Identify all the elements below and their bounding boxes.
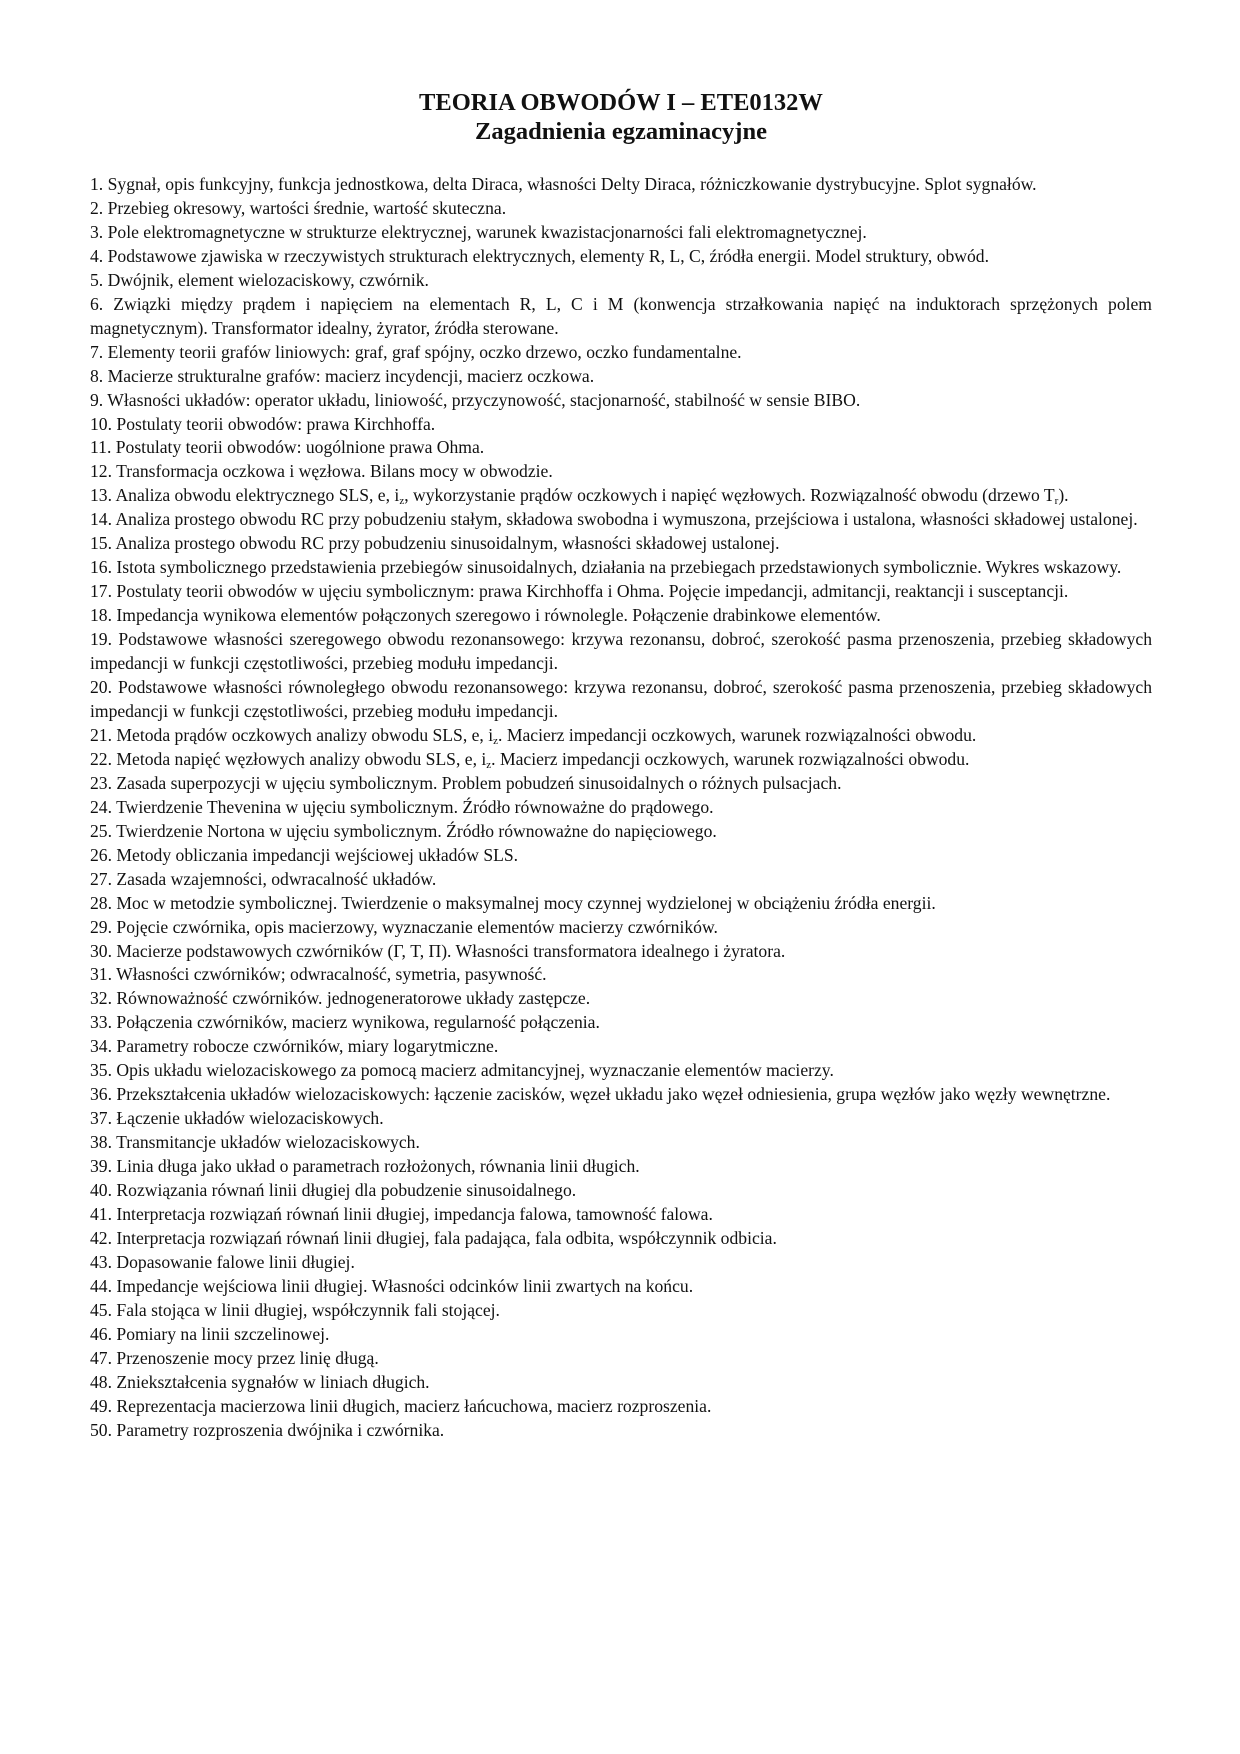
topic-text: Przenoszenie mocy przez linię długą. <box>116 1347 379 1368</box>
topic-number: 36. <box>90 1084 112 1105</box>
topic-number: 46. <box>90 1323 112 1344</box>
topic-number: 17. <box>90 581 112 602</box>
topic-item <box>90 460 1152 484</box>
topic-number: 24. <box>90 796 112 817</box>
topic-item <box>90 1371 1152 1395</box>
topic-item <box>90 1179 1152 1203</box>
topic-text: Rozwiązania równań linii długiej dla pobudzenie sinusoidalnego. <box>116 1180 577 1201</box>
topic-number: 16. <box>90 557 112 578</box>
topic-item <box>90 1323 1152 1347</box>
topic-number: 5. <box>90 269 104 290</box>
topic-item <box>90 293 1152 341</box>
page-title: TEORIA OBWODÓW I – ETE0132W <box>419 89 823 116</box>
topic-number: 22. <box>90 748 112 769</box>
topic-number: 2. <box>90 197 104 218</box>
topic-item <box>90 748 1152 772</box>
topic-number: 32. <box>90 988 112 1009</box>
document-page <box>90 88 1152 1443</box>
topic-item <box>90 269 1152 293</box>
topic-text: Sygnał, opis funkcyjny, funkcja jednostkowa, delta Diraca, własności Delty Diraca, różniczkowanie dystrybucyjne. Splot sygnałów. <box>107 174 1037 194</box>
topic-text: Zniekształcenia sygnałów w liniach długich. <box>116 1371 430 1392</box>
topic-text: Twierdzenie Nortona w ujęciu symbolicznym. Źródło równoważne do napięciowego. <box>116 820 717 841</box>
topic-number: 10. <box>90 413 112 434</box>
topic-item <box>90 724 1152 748</box>
topic-subscript: r <box>1054 495 1059 508</box>
topic-number: 1. <box>90 174 104 194</box>
topic-text: . Macierz impedancji oczkowych, warunek rozwiązalności obwodu. <box>498 724 977 745</box>
topic-number: 33. <box>90 1012 112 1033</box>
topic-number: 11. <box>90 437 112 458</box>
page-subtitle: Zagadnienia egzaminacyjne <box>475 118 767 145</box>
topic-text: Analiza prostego obwodu RC przy pobudzeniu stałym, składowa swobodna i wymuszona, przejściowa i ustalona, własności składowej ustalonej. <box>115 509 1138 530</box>
topic-number: 45. <box>90 1299 112 1320</box>
topic-text: Transmitancje układów wielozaciskowych. <box>116 1132 420 1153</box>
topic-number: 7. <box>90 341 104 362</box>
topic-text: Parametry rozproszenia dwójnika i czwórnika. <box>116 1419 445 1440</box>
topic-item <box>90 532 1152 556</box>
topic-number: 43. <box>90 1251 112 1272</box>
topic-text: Własności czwórników; odwracalność, symetria, pasywność. <box>116 964 547 985</box>
topic-number: 34. <box>90 1036 112 1057</box>
topic-number: 12. <box>90 461 112 482</box>
topic-item <box>90 628 1152 676</box>
topic-text: Moc w metodzie symbolicznej. Twierdzenie o maksymalnej mocy czynnej wydzielonej w obciążeniu źródła energii. <box>116 892 936 913</box>
topic-text: Zasada superpozycji w ujęciu symbolicznym. Problem pobudzeń sinusoidalnych o różnych pulsacjach. <box>116 772 842 793</box>
topic-item <box>90 772 1152 796</box>
topic-text: Analiza obwodu elektrycznego SLS, e, i <box>115 485 400 506</box>
topic-number: 28. <box>90 892 112 913</box>
topic-item <box>90 1131 1152 1155</box>
topic-item <box>90 556 1152 580</box>
topic-text: Przekształcenia układów wielozaciskowych: łączenie zacisków, węzeł układu jako węzeł odniesienia, grupa węzłów jako węzły wewnętrzne. <box>116 1084 1111 1105</box>
topic-item <box>90 987 1152 1011</box>
topic-item <box>90 508 1152 532</box>
topic-item <box>90 484 1152 508</box>
topic-text: Podstawowe własności szeregowego obwodu rezonansowego: krzywa rezonansu, dobroć, szerokość pasma przenoszenia, przebieg składowych impedancji w funkcji częstotliwości, przebieg modułu impedancji. <box>90 629 1152 674</box>
topic-text: Dopasowanie falowe linii długiej. <box>116 1251 355 1272</box>
topic-number: 37. <box>90 1108 112 1129</box>
topic-item <box>90 365 1152 389</box>
topic-number: 30. <box>90 940 112 961</box>
topic-text: Połączenia czwórników, macierz wynikowa, regularność połączenia. <box>116 1012 600 1033</box>
topic-text: Pomiary na linii szczelinowej. <box>116 1323 330 1344</box>
topic-item <box>90 1035 1152 1059</box>
topic-text: Przebieg okresowy, wartości średnie, wartość skuteczna. <box>107 197 507 218</box>
topic-number: 6. <box>90 293 104 314</box>
topic-number: 31. <box>90 964 112 985</box>
topic-number: 49. <box>90 1395 112 1416</box>
topic-text: Istota symbolicznego przedstawienia przebiegów sinusoidalnych, działania na przebiegach przedstawionych symbolicznie. Wykres wskazowy. <box>116 557 1122 578</box>
topic-text: Metoda napięć węzłowych analizy obwodu SLS, e, i <box>116 748 487 769</box>
topic-item <box>90 389 1152 413</box>
topic-text: . Macierz impedancji oczkowych, warunek rozwiązalności obwodu. <box>491 748 970 769</box>
topic-number: 38. <box>90 1132 112 1153</box>
topic-number: 26. <box>90 844 112 865</box>
topic-item <box>90 436 1152 460</box>
topic-subscript: z <box>493 734 499 747</box>
topic-item <box>90 1251 1152 1275</box>
topic-text: Równoważność czwórników. jednogeneratorowe układy zastępcze. <box>116 988 591 1009</box>
topic-text: Impedancja wynikowa elementów połączonych szeregowo i równolegle. Połączenie drabinkowe elementów. <box>116 605 881 626</box>
topic-text: ). <box>1058 485 1069 506</box>
topic-number: 47. <box>90 1347 112 1368</box>
exam-topics-list <box>90 173 1152 1443</box>
topic-item <box>90 963 1152 987</box>
topic-text: Metoda prądów oczkowych analizy obwodu SLS, e, i <box>116 724 494 745</box>
topic-text: Postulaty teorii obwodów: prawa Kirchhoffa. <box>116 413 436 434</box>
topic-text: Impedancje wejściowa linii długiej. Własności odcinków linii zwartych na końcu. <box>116 1275 694 1296</box>
topic-item <box>90 245 1152 269</box>
topic-text: Analiza prostego obwodu RC przy pobudzeniu sinusoidalnym, własności składowej ustalonej. <box>115 533 780 554</box>
topic-item <box>90 940 1152 964</box>
topic-text: Postulaty teorii obwodów w ujęciu symbolicznym: prawa Kirchhoffa i Ohma. Pojęcie impedancji, admitancji, reaktancji i susceptancji. <box>116 581 1069 602</box>
topic-item <box>90 1059 1152 1083</box>
topic-text: Opis układu wielozaciskowego za pomocą macierz admitancyjnej, wyznaczanie elementów macierzy. <box>116 1060 834 1081</box>
topic-text: Interpretacja rozwiązań równań linii długiej, fala padająca, fala odbita, współczynnik odbicia. <box>116 1227 777 1248</box>
topic-item <box>90 916 1152 940</box>
topic-number: 41. <box>90 1203 112 1224</box>
topic-item <box>90 892 1152 916</box>
topic-number: 3. <box>90 221 104 242</box>
topic-text: Reprezentacja macierzowa linii długich, macierz łańcuchowa, macierz rozproszenia. <box>116 1395 712 1416</box>
topic-text: Linia długa jako układ o parametrach rozłożonych, równania linii długich. <box>116 1156 640 1177</box>
topic-text: Pojęcie czwórnika, opis macierzowy, wyznaczanie elementów macierzy czwórników. <box>116 916 718 937</box>
topic-number: 48. <box>90 1371 112 1392</box>
topic-item <box>90 1275 1152 1299</box>
topic-number: 29. <box>90 916 112 937</box>
topic-number: 15. <box>90 533 112 554</box>
topic-text: Pole elektromagnetyczne w strukturze elektrycznej, warunek kwazistacjonarności fali elektromagnetycznej. <box>107 221 867 242</box>
topic-number: 21. <box>90 724 112 745</box>
topic-number: 8. <box>90 365 104 386</box>
topic-item <box>90 820 1152 844</box>
topic-text: Zasada wzajemności, odwracalność układów. <box>116 868 437 889</box>
topic-subscript: z <box>486 758 492 771</box>
topic-number: 18. <box>90 605 112 626</box>
topic-subscript: z <box>399 495 405 508</box>
topic-text: Transformacja oczkowa i węzłowa. Bilans mocy w obwodzie. <box>116 461 553 482</box>
topic-item <box>90 1011 1152 1035</box>
topic-item <box>90 1395 1152 1419</box>
topic-number: 20. <box>90 677 112 698</box>
topic-text: Podstawowe własności równoległego obwodu rezonansowego: krzywa rezonansu, dobroć, szerokość pasma przenoszenia, przebieg składowych impedancji w funkcji częstotliwości, przebieg modułu impedancji. <box>90 677 1152 721</box>
topic-item <box>90 1419 1152 1443</box>
topic-item <box>90 1083 1152 1107</box>
topic-number: 25. <box>90 820 112 841</box>
topic-item <box>90 1299 1152 1323</box>
topic-item <box>90 1155 1152 1179</box>
topic-number: 50. <box>90 1419 112 1440</box>
topic-number: 35. <box>90 1060 112 1081</box>
topic-item <box>90 796 1152 820</box>
topic-item <box>90 1347 1152 1371</box>
topic-text: Postulaty teorii obwodów: uogólnione prawa Ohma. <box>115 437 485 458</box>
topic-number: 42. <box>90 1227 112 1248</box>
topic-item <box>90 1227 1152 1251</box>
topic-text: Macierze strukturalne grafów: macierz incydencji, macierz oczkowa. <box>107 365 595 386</box>
topic-text: Elementy teorii grafów liniowych: graf, graf spójny, oczko drzewo, oczko fundamentalne. <box>107 341 742 362</box>
topic-text: Metody obliczania impedancji wejściowej układów SLS. <box>116 844 519 865</box>
topic-text: Fala stojąca w linii długiej, współczynnik fali stojącej. <box>116 1299 500 1320</box>
topic-item <box>90 844 1152 868</box>
topic-number: 40. <box>90 1180 112 1201</box>
topic-text: Macierze podstawowych czwórników (Γ, T, Π). Własności transformatora idealnego i żyratora. <box>116 940 786 961</box>
topic-text: Własności układów: operator układu, liniowość, przyczynowość, stacjonarność, stabilność w sensie BIBO. <box>107 389 861 410</box>
topic-item <box>90 604 1152 628</box>
topic-number: 9. <box>90 389 104 410</box>
topic-number: 23. <box>90 772 112 793</box>
topic-number: 14. <box>90 509 112 530</box>
topic-number: 27. <box>90 868 112 889</box>
topic-number: 19. <box>90 629 112 650</box>
topic-item <box>90 868 1152 892</box>
topic-item <box>90 580 1152 604</box>
topic-item <box>90 676 1152 724</box>
topic-number: 39. <box>90 1156 112 1177</box>
topic-text: Parametry robocze czwórników, miary logarytmiczne. <box>116 1036 499 1057</box>
topic-text: Dwójnik, element wielozaciskowy, czwórnik. <box>107 269 429 290</box>
topic-text: Związki między prądem i napięciem na elementach R, L, C i M (konwencja strzałkowania napięć na induktorach sprzężonych polem magnetycznym). Transformator idealny, żyrator, źródła sterowane. <box>90 293 1152 338</box>
topic-text: Interpretacja rozwiązań równań linii długiej, impedancja falowa, tamowność falowa. <box>116 1203 713 1224</box>
topic-item <box>90 413 1152 437</box>
topic-item <box>90 173 1152 197</box>
topic-item <box>90 197 1152 221</box>
topic-text: , wykorzystanie prądów oczkowych i napięć węzłowych. Rozwiązalność obwodu (drzewo T <box>404 485 1055 506</box>
topic-item <box>90 221 1152 245</box>
topic-number: 44. <box>90 1275 112 1296</box>
topic-number: 4. <box>90 245 104 266</box>
topic-text: Podstawowe zjawiska w rzeczywistych strukturach elektrycznych, elementy R, L, C, źródła energii. Model struktury, obwód. <box>107 245 990 266</box>
topic-text: Twierdzenie Thevenina w ujęciu symbolicznym. Źródło równoważne do prądowego. <box>116 796 714 817</box>
topic-item <box>90 1107 1152 1131</box>
topic-item <box>90 341 1152 365</box>
topic-item <box>90 1203 1152 1227</box>
topic-text: Łączenie układów wielozaciskowych. <box>116 1108 384 1129</box>
topic-number: 13. <box>90 485 112 506</box>
